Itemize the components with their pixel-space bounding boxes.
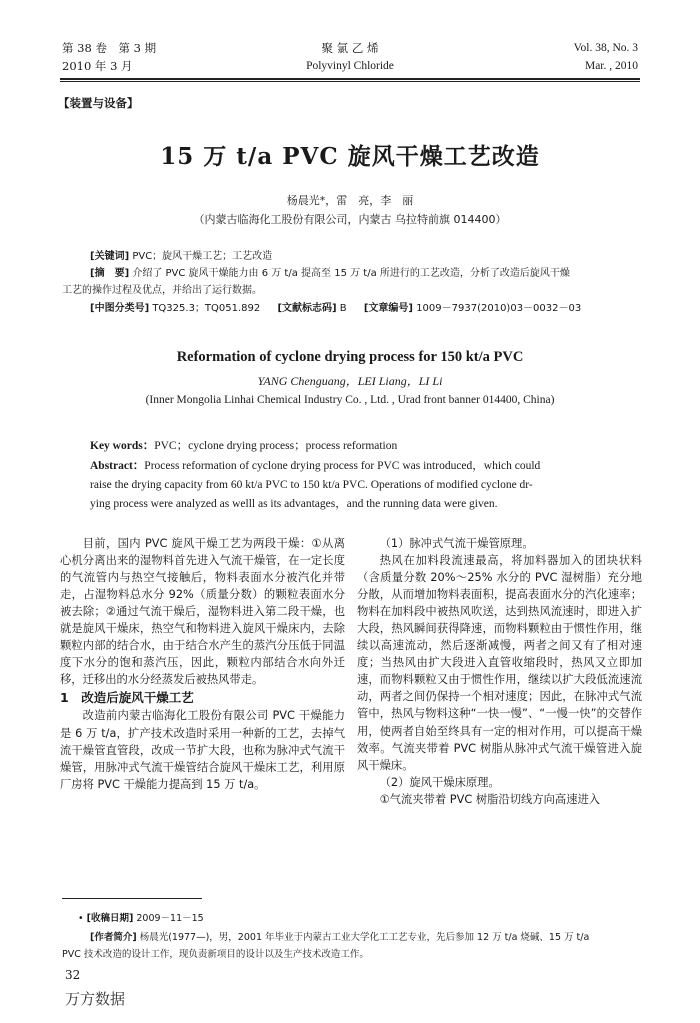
doc-code-label: [文献标志码]: [277, 303, 337, 314]
affiliation-en: (Inner Mongolia Linhai Chemical Industry Co. , Ltd. , Urad front banner 014400, China): [145, 394, 555, 406]
bio-label: [作者简介]: [90, 932, 137, 943]
header-volume-en: Vol. 38, No. 3: [573, 42, 638, 54]
affiliation-cn: （内蒙古临海化工股份有限公司，内蒙古 乌拉特前旗 014400）: [193, 213, 507, 226]
abstract-en-line3: ying process were analyzed as welll as its advantages，and the running data were given.: [90, 498, 498, 510]
abstract-en-line2: raise the drying capacity from 60 kt/a PVC to 150 kt/a PVC. Operations of modified cyclone dr-: [90, 479, 533, 491]
paragraph-cyclone: ①气流夹带着 PVC 树脂沿切线方向高速进入: [379, 792, 601, 806]
classification-line: [90, 301, 650, 317]
section-heading-1: 1 改造后旋风干燥工艺: [60, 690, 194, 706]
body-right-column: [357, 535, 642, 808]
abstract-cn-label: [摘 要]: [90, 268, 130, 279]
abstract-cn: [90, 266, 650, 282]
keywords-cn-label: [关键词]: [90, 251, 130, 262]
title-en: Reformation of cyclone drying process for 150 kt/a PVC: [176, 349, 524, 365]
footnote-bio: [90, 930, 650, 946]
authors-en: YANG Chenguang，LEI Liang，LI Li: [257, 374, 443, 388]
abstract-cn-line1: 介绍了 PVC 旋风干燥能力由 6 万 t/a 提高至 15 万 t/a 所进行的工艺改造，分析了改造后旋风干燥: [132, 268, 570, 279]
received-value: 2009－11－15: [136, 913, 204, 924]
keywords-en: [90, 438, 650, 455]
authors-cn: 杨晨光*，雷 亮，李 丽: [286, 194, 414, 207]
section-tag: 【装置与设备】: [58, 96, 139, 110]
header-volume-cn: 第 38 卷 第 3 期: [62, 41, 157, 55]
paragraph-pulse: 热风在加料段流速最高，将加料器加入的团块状料（含质量分数 20%～25% 水分的 PVC 湿树脂）充分地分散，从而增加物料表面积，提高表面水分的汽化速率；物料在加料段中被热风吹送，达到热风流速时，即进入扩大段，热风瞬间获得降速，而物料颗粒由于惯性作用，继续以高速流动，然后逐渐减慢，两者之间又有了相对速度；当热风由扩大段进入直管收缩段时，热风又立即加速，而物料颗粒又由于惯性作用，继续以扩大段低流速流动，两者之间仍保持一个相对速度；因此，在脉冲式气流管中，热风与物料这种“一快一慢”、“一慢一快”的交替作用，使两者自始至终具有一定的相对作用，可以提高干燥效率。气流夹带着 PVC 树脂从脉冲式气流干燥管进入旋风干燥床。: [357, 554, 642, 772]
header-rule-thin: [60, 81, 640, 82]
footnote-bio-cont: PVC 技术改造的设计工作，现负责新项目的设计以及生产技术改造工作。: [62, 949, 369, 960]
watermark: 万方数据: [65, 990, 126, 1008]
abstract-en-label: Abstract：: [90, 460, 145, 472]
header-rule: [60, 78, 640, 80]
paragraph-reform: 改造前内蒙古临海化工股份有限公司 PVC 干燥能力是 6 万 t/a，扩产技术改造时采用一种新的工艺，去掉气流干燥管直管段，改成一节扩大段，也称为脉冲式气流干燥管，用脉冲式气流干燥管结合旋风干燥床工艺，利用原厂房将 PVC 干燥能力提高到 15 万 t/a。: [60, 709, 345, 791]
footnote-received: [78, 911, 204, 927]
page-number: 32: [65, 968, 81, 982]
abstract-cn-cont: 工艺的操作过程及优点，并给出了运行数据。: [62, 285, 262, 296]
body-left-column: [60, 535, 345, 793]
keywords-cn: [90, 249, 650, 265]
clc-label: [中图分类号]: [90, 303, 150, 314]
footnote-rule: [62, 898, 202, 899]
clc-value: TQ325.3；TQ051.892: [152, 303, 261, 314]
article-no-value: 1009－7937(2010)03－0032－03: [416, 303, 582, 314]
subheading-cyclone: （2）旋风干燥床原理。: [379, 775, 500, 789]
page-title: 15 万 t/a PVC 旋风干燥工艺改造: [160, 143, 540, 170]
keywords-en-label: Key words：: [90, 440, 155, 452]
footnote-bullet: •: [78, 913, 84, 924]
abstract-en: [90, 458, 650, 475]
subheading-pulse: （1）脉冲式气流干燥管原理。: [379, 537, 534, 550]
keywords-en-text: PVC；cyclone drying process；process reformation: [154, 440, 398, 452]
header-journal-en: Polyvinyl Chloride: [306, 60, 394, 72]
received-label: [收稿日期]: [86, 913, 134, 924]
header-journal-cn: 聚 氯 乙 烯: [321, 41, 379, 55]
intro-paragraph: 目前，国内 PVC 旋风干燥工艺为两段干燥：①从离心机分离出来的湿物料首先进入气流干燥管，在一定长度的气流管内与热空气接触后，物料表面水分被汽化并带走，占湿物料总水分 92%（质量分数）的颗粒表面水分被去除；②通过气流干燥后，湿物料进入第二段干燥，也就是旋风干燥床，热空气和物料进入旋风干燥床内，去除颗粒内部的结合水，由于结合水产生的蒸汽分压低于同温度下水分的饱和蒸汽压，因此，颗粒内部结合水向外迁移，迁移出的水分经蒸发后被热风带走。: [60, 537, 345, 687]
abstract-en-line1: Process reformation of cyclone drying process for PVC was introduced，which could: [144, 460, 541, 472]
header-date-cn: 2010 年 3 月: [62, 59, 133, 73]
keywords-cn-text: PVC；旋风干燥工艺；工艺改造: [132, 251, 273, 262]
bio-line1: 杨晨光(1977—)，男，2001 年毕业于内蒙古工业大学化工工艺专业，先后参加 12 万 t/a 烧碱、15 万 t/a: [139, 932, 590, 943]
doc-code-value: B: [339, 303, 347, 314]
article-no-label: [文章编号]: [363, 303, 413, 314]
header-date-en: Mar. , 2010: [584, 60, 638, 72]
